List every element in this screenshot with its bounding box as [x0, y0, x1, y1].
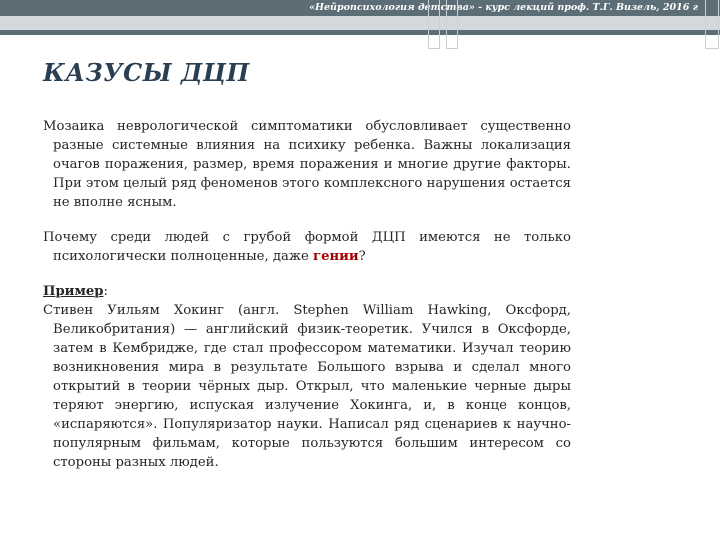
question-text: Почему среди людей с грубой формой ДЦП имеются не только психологически полноценные, даже — [43, 230, 571, 264]
decorative-frame-middle — [446, 0, 458, 49]
paragraph-symptoms: Мозаика неврологической симптоматики обусловливает существенно разные системные влияния на психику ребенка. Важны локализация очагов поражения, размер, время поражения и многие другие факторы. При этом целый ряд феноменов этого комплексного нарушения остается не вполне ясным. — [43, 119, 571, 210]
example-colon: : — [103, 284, 108, 299]
paragraph-example: Стивен Уильям Хокинг (англ. Stephen William Hawking, Оксфорд, Великобритания) — английский физик-теоретик. Учился в Оксфорде, затем в Кембридже, где стал профессором математики. Изучал теорию возникновения мира в результате Большого взрыва и сделал много открытий в теории чёрных дыр. Открыл, что маленькие черные дыры теряют энергию, испуская излучение Хокинга, и, в конце концов, «испаряются». Популяризатор науки. Написал ряд сценариев к научно-популярным фильмам, которые пользуются большим интересом со стороны разных людей. — [43, 303, 571, 470]
example-heading — [43, 282, 571, 301]
header-caption: «Нейропсихология детства» - курс лекций проф. Т.Г. Визель, 2016 г — [309, 2, 698, 13]
question-highlight: гении — [312, 249, 359, 264]
decorative-frame-right — [705, 0, 719, 49]
header-bar — [0, 0, 720, 35]
paragraph-question — [43, 228, 571, 266]
decorative-frame-left — [428, 0, 440, 49]
slide-content — [43, 117, 571, 472]
slide-title: КАЗУСЫ ДЦП — [43, 58, 250, 87]
header-band — [0, 16, 720, 30]
example-label: Пример — [43, 284, 104, 299]
question-mark: ? — [358, 249, 366, 264]
